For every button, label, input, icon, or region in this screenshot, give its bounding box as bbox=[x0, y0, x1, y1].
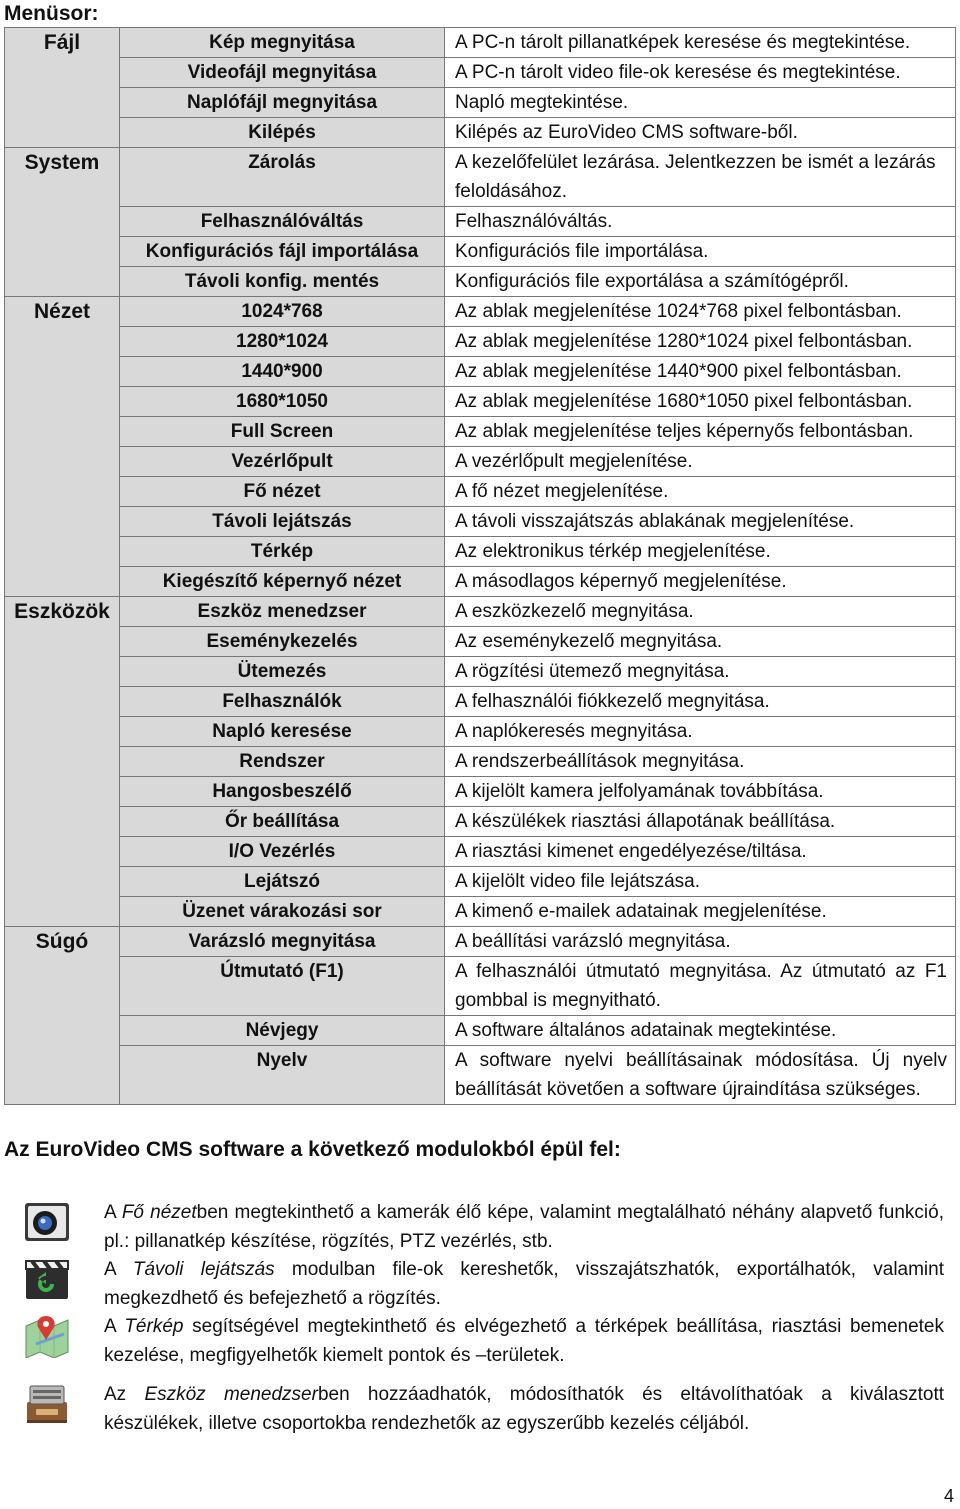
menu-description: A kijelölt video file lejátszása. bbox=[445, 867, 956, 897]
menu-description: Kilépés az EuroVideo CMS software-ből. bbox=[445, 118, 956, 148]
main-view-camera-icon bbox=[24, 1200, 70, 1244]
menu-description: A kezelőfelület lezárása. Jelentkezzen be ismét a lezárás feloldásához. bbox=[445, 148, 956, 207]
module-description bbox=[104, 1255, 944, 1313]
module-text-prefix: A bbox=[104, 1316, 125, 1337]
page-number: 4 bbox=[943, 1486, 954, 1506]
menu-description: A rendszerbeállítások megnyitása. bbox=[445, 747, 956, 777]
menu-item: Felhasználók bbox=[120, 687, 445, 717]
menu-description: Az eseménykezelő megnyitása. bbox=[445, 627, 956, 657]
menu-row bbox=[5, 717, 956, 747]
menu-row bbox=[5, 747, 956, 777]
playback-clapper-icon bbox=[24, 1257, 70, 1301]
menu-item: 1680*1050 bbox=[120, 387, 445, 417]
module-text-prefix: Az bbox=[104, 1384, 145, 1405]
module-text-body: ben megtekinthető a kamerák élő képe, valamint megtalálható néhány alapvető funkció, pl.: pillanatkép készítése, rögzítés, PTZ vezérlés, stb. bbox=[104, 1202, 944, 1252]
menu-description: Az ablak megjelenítése teljes képernyős felbontásban. bbox=[445, 417, 956, 447]
module-name: Távoli lejátszás bbox=[132, 1259, 275, 1280]
menu-row bbox=[5, 357, 956, 387]
menu-item: Eszköz menedzser bbox=[120, 597, 445, 627]
menu-row bbox=[5, 1016, 956, 1046]
menu-category: Súgó bbox=[5, 927, 120, 1105]
menu-row bbox=[5, 1046, 956, 1105]
menu-table bbox=[4, 27, 956, 1105]
menu-item: Lejátszó bbox=[120, 867, 445, 897]
menu-row bbox=[5, 118, 956, 148]
menu-item: Őr beállítása bbox=[120, 807, 445, 837]
menu-item: Hangosbeszélő bbox=[120, 777, 445, 807]
menu-item: Ütemezés bbox=[120, 657, 445, 687]
menu-row bbox=[5, 297, 956, 327]
menu-description: Napló megtekintése. bbox=[445, 88, 956, 118]
menu-row bbox=[5, 927, 956, 957]
device-manager-icon bbox=[24, 1382, 70, 1426]
menu-item: Kép megnyitása bbox=[120, 28, 445, 58]
menu-item: Naplófájl megnyitása bbox=[120, 88, 445, 118]
menu-row bbox=[5, 28, 956, 58]
menu-description: Az ablak megjelenítése 1024*768 pixel felbontásban. bbox=[445, 297, 956, 327]
menu-row bbox=[5, 327, 956, 357]
menu-description: A riasztási kimenet engedélyezése/tiltása. bbox=[445, 837, 956, 867]
menu-row bbox=[5, 597, 956, 627]
menu-item: Full Screen bbox=[120, 417, 445, 447]
menu-item: Varázsló megnyitása bbox=[120, 927, 445, 957]
menu-item: Rendszer bbox=[120, 747, 445, 777]
menu-description: Az elektronikus térkép megjelenítése. bbox=[445, 537, 956, 567]
menu-description: Konfigurációs file importálása. bbox=[445, 237, 956, 267]
menu-row bbox=[5, 957, 956, 1016]
menu-category: Eszközök bbox=[5, 597, 120, 927]
menu-category: Nézet bbox=[5, 297, 120, 597]
module-description bbox=[104, 1312, 944, 1370]
menu-item: Távoli konfig. mentés bbox=[120, 267, 445, 297]
menu-description: A kijelölt kamera jelfolyamának továbbítása. bbox=[445, 777, 956, 807]
module-text-prefix: A bbox=[104, 1259, 133, 1280]
module-name: Fő nézet bbox=[121, 1202, 197, 1223]
module-name: Térkép bbox=[124, 1316, 184, 1337]
menu-row bbox=[5, 477, 956, 507]
menu-row bbox=[5, 148, 956, 207]
menu-row bbox=[5, 627, 956, 657]
menu-description: Az ablak megjelenítése 1440*900 pixel felbontásban. bbox=[445, 357, 956, 387]
module-text-body: modulban file-ok kereshetők, visszajátszhatók, exportálhatók, valamint megkezdhető és befejezhető a rögzítés. bbox=[104, 1259, 945, 1309]
menu-item: Vezérlőpult bbox=[120, 447, 445, 477]
map-pin-icon bbox=[24, 1314, 70, 1358]
menu-item: Kilépés bbox=[120, 118, 445, 148]
menu-description: A PC-n tárolt video file-ok keresése és megtekintése. bbox=[445, 58, 956, 88]
menu-item: Útmutató (F1) bbox=[120, 957, 445, 1016]
menu-row bbox=[5, 867, 956, 897]
menu-category: System bbox=[5, 148, 120, 297]
menu-row bbox=[5, 777, 956, 807]
menu-description: Az ablak megjelenítése 1680*1050 pixel felbontásban. bbox=[445, 387, 956, 417]
menu-item: Névjegy bbox=[120, 1016, 445, 1046]
menu-description: A rögzítési ütemező megnyitása. bbox=[445, 657, 956, 687]
menu-row bbox=[5, 417, 956, 447]
menu-description: A beállítási varázsló megnyitása. bbox=[445, 927, 956, 957]
menu-row bbox=[5, 88, 956, 118]
menu-description: A software nyelvi beállításainak módosítása. Új nyelv beállítását követően a software újraindítása szükséges. bbox=[445, 1046, 956, 1105]
menu-description: A eszközkezelő megnyitása. bbox=[445, 597, 956, 627]
menu-description: Felhasználóváltás. bbox=[445, 207, 956, 237]
menu-item: Térkép bbox=[120, 537, 445, 567]
menu-row bbox=[5, 207, 956, 237]
menu-item: Zárolás bbox=[120, 148, 445, 207]
menu-description: A vezérlőpult megjelenítése. bbox=[445, 447, 956, 477]
menu-item: Konfigurációs fájl importálása bbox=[120, 237, 445, 267]
menu-item: Üzenet várakozási sor bbox=[120, 897, 445, 927]
module-description bbox=[104, 1198, 944, 1256]
menu-category: Fájl bbox=[5, 28, 120, 148]
menu-item: Eseménykezelés bbox=[120, 627, 445, 657]
module-description bbox=[104, 1380, 944, 1438]
menu-row bbox=[5, 387, 956, 417]
menu-row bbox=[5, 507, 956, 537]
menu-description: A naplókeresés megnyitása. bbox=[445, 717, 956, 747]
menu-item: Nyelv bbox=[120, 1046, 445, 1105]
menu-row bbox=[5, 237, 956, 267]
menu-description: A kimenő e-mailek adatainak megjelenítése. bbox=[445, 897, 956, 927]
menu-item: I/O Vezérlés bbox=[120, 837, 445, 867]
menu-row bbox=[5, 807, 956, 837]
menu-row bbox=[5, 897, 956, 927]
menu-item: 1440*900 bbox=[120, 357, 445, 387]
menu-item: Fő nézet bbox=[120, 477, 445, 507]
module-text-body: ben hozzáadhatók, módosíthatók és eltávolíthatóak a kiválasztott készülékek, illetve csoportokba rendezhetők az egyszerűbb kezelés céljából. bbox=[104, 1384, 945, 1434]
menu-row bbox=[5, 837, 956, 867]
menu-description: A felhasználói fiókkezelő megnyitása. bbox=[445, 687, 956, 717]
menu-description: A készülékek riasztási állapotának beállítása. bbox=[445, 807, 956, 837]
menu-description: A software általános adatainak megtekintése. bbox=[445, 1016, 956, 1046]
menu-row bbox=[5, 447, 956, 477]
menu-item: Videofájl megnyitása bbox=[120, 58, 445, 88]
menu-description: A távoli visszajátszás ablakának megjelenítése. bbox=[445, 507, 956, 537]
menu-item: Távoli lejátszás bbox=[120, 507, 445, 537]
menu-row bbox=[5, 537, 956, 567]
menu-row bbox=[5, 58, 956, 88]
module-text-body: segítségével megtekinthető és elvégezhető a térképek beállítása, riasztási bemenetek kezelése, megfigyelhetők kiemelt pontok és –területek. bbox=[104, 1316, 945, 1366]
modules-heading: Az EuroVideo CMS software a következő modulokból épül fel: bbox=[4, 1138, 621, 1161]
menu-description: Konfigurációs file exportálása a számítógépről. bbox=[445, 267, 956, 297]
menu-row bbox=[5, 567, 956, 597]
menu-description: A PC-n tárolt pillanatképek keresése és megtekintése. bbox=[445, 28, 956, 58]
menu-item: Napló keresése bbox=[120, 717, 445, 747]
module-text-prefix: A bbox=[104, 1202, 122, 1223]
module-name: Eszköz menedzser bbox=[144, 1384, 318, 1405]
menu-item: 1024*768 bbox=[120, 297, 445, 327]
menu-description: A felhasználói útmutató megnyitása. Az útmutató az F1 gombbal is megnyitható. bbox=[445, 957, 956, 1016]
menu-row bbox=[5, 267, 956, 297]
menu-description: A másodlagos képernyő megjelenítése. bbox=[445, 567, 956, 597]
menu-description: A fő nézet megjelenítése. bbox=[445, 477, 956, 507]
menu-item: Felhasználóváltás bbox=[120, 207, 445, 237]
menu-item: 1280*1024 bbox=[120, 327, 445, 357]
menu-heading: Menüsor: bbox=[4, 2, 99, 25]
menu-item: Kiegészítő képernyő nézet bbox=[120, 567, 445, 597]
menu-description: Az ablak megjelenítése 1280*1024 pixel felbontásban. bbox=[445, 327, 956, 357]
menu-row bbox=[5, 687, 956, 717]
menu-row bbox=[5, 657, 956, 687]
